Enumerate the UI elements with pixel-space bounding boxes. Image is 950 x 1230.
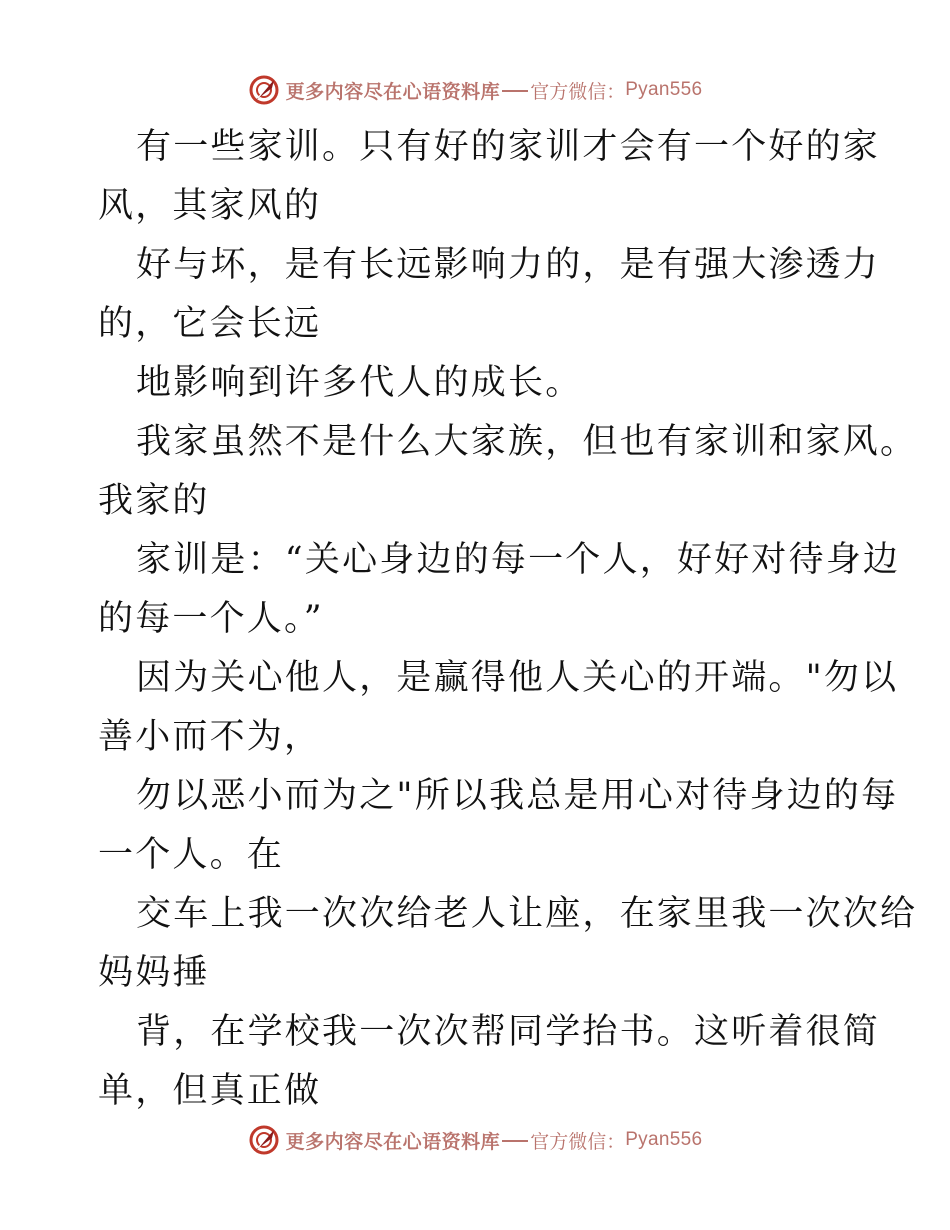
text-line: 的，它会长远 xyxy=(98,304,322,344)
text-line: 有一些家训。只有好的家训才会有一个好的家 xyxy=(136,127,881,167)
text-line: 背，在学校我一次次帮同学抬书。这听着很简 xyxy=(136,1012,881,1052)
text-line: 妈妈捶 xyxy=(98,953,210,993)
text-line: 风，其家风的 xyxy=(98,186,322,226)
text-line: 勿以恶小而为之"所以我总是用心对待身边的每 xyxy=(136,776,899,816)
text-line: 单，但真正做 xyxy=(98,1071,322,1111)
text-line: 地影响到许多代人的成长。 xyxy=(136,363,583,403)
banner-dash xyxy=(502,90,528,92)
text-line: 我家的 xyxy=(98,481,210,521)
text-line: 一个人。在 xyxy=(98,835,285,875)
banner-wechat-label: 官方微信： xyxy=(530,80,626,103)
text-line: 我家虽然不是什么大家族，但也有家训和家风。 xyxy=(136,422,918,462)
text-line: 好与坏，是有长远影响力的，是有强大渗透力 xyxy=(136,245,881,285)
text-line: 善小而不为， xyxy=(98,717,322,757)
banner-wechat-id: Pyan556 xyxy=(625,1129,703,1150)
text-line: 的每一个人。” xyxy=(98,599,324,639)
banner-wechat-label: 官方微信： xyxy=(530,1130,626,1153)
banner-wechat-id: Pyan556 xyxy=(625,79,703,100)
header-banner xyxy=(0,70,950,110)
text-line: 交车上我一次次给老人让座，在家里我一次次给 xyxy=(136,894,918,934)
quill-pen-logo-icon xyxy=(248,74,280,106)
text-line: 因为关心他人，是赢得他人关心的开端。"勿以 xyxy=(136,658,899,698)
banner-text: 更多内容尽在心语资料库 xyxy=(285,80,501,103)
footer-banner xyxy=(0,1120,950,1160)
document-body xyxy=(98,118,918,1121)
banner-text: 更多内容尽在心语资料库 xyxy=(285,1130,501,1153)
banner-dash xyxy=(502,1140,528,1142)
text-line: 家训是：“关心身边的每一个人，好好对待身边 xyxy=(136,540,901,580)
quill-pen-logo-icon xyxy=(248,1124,280,1156)
